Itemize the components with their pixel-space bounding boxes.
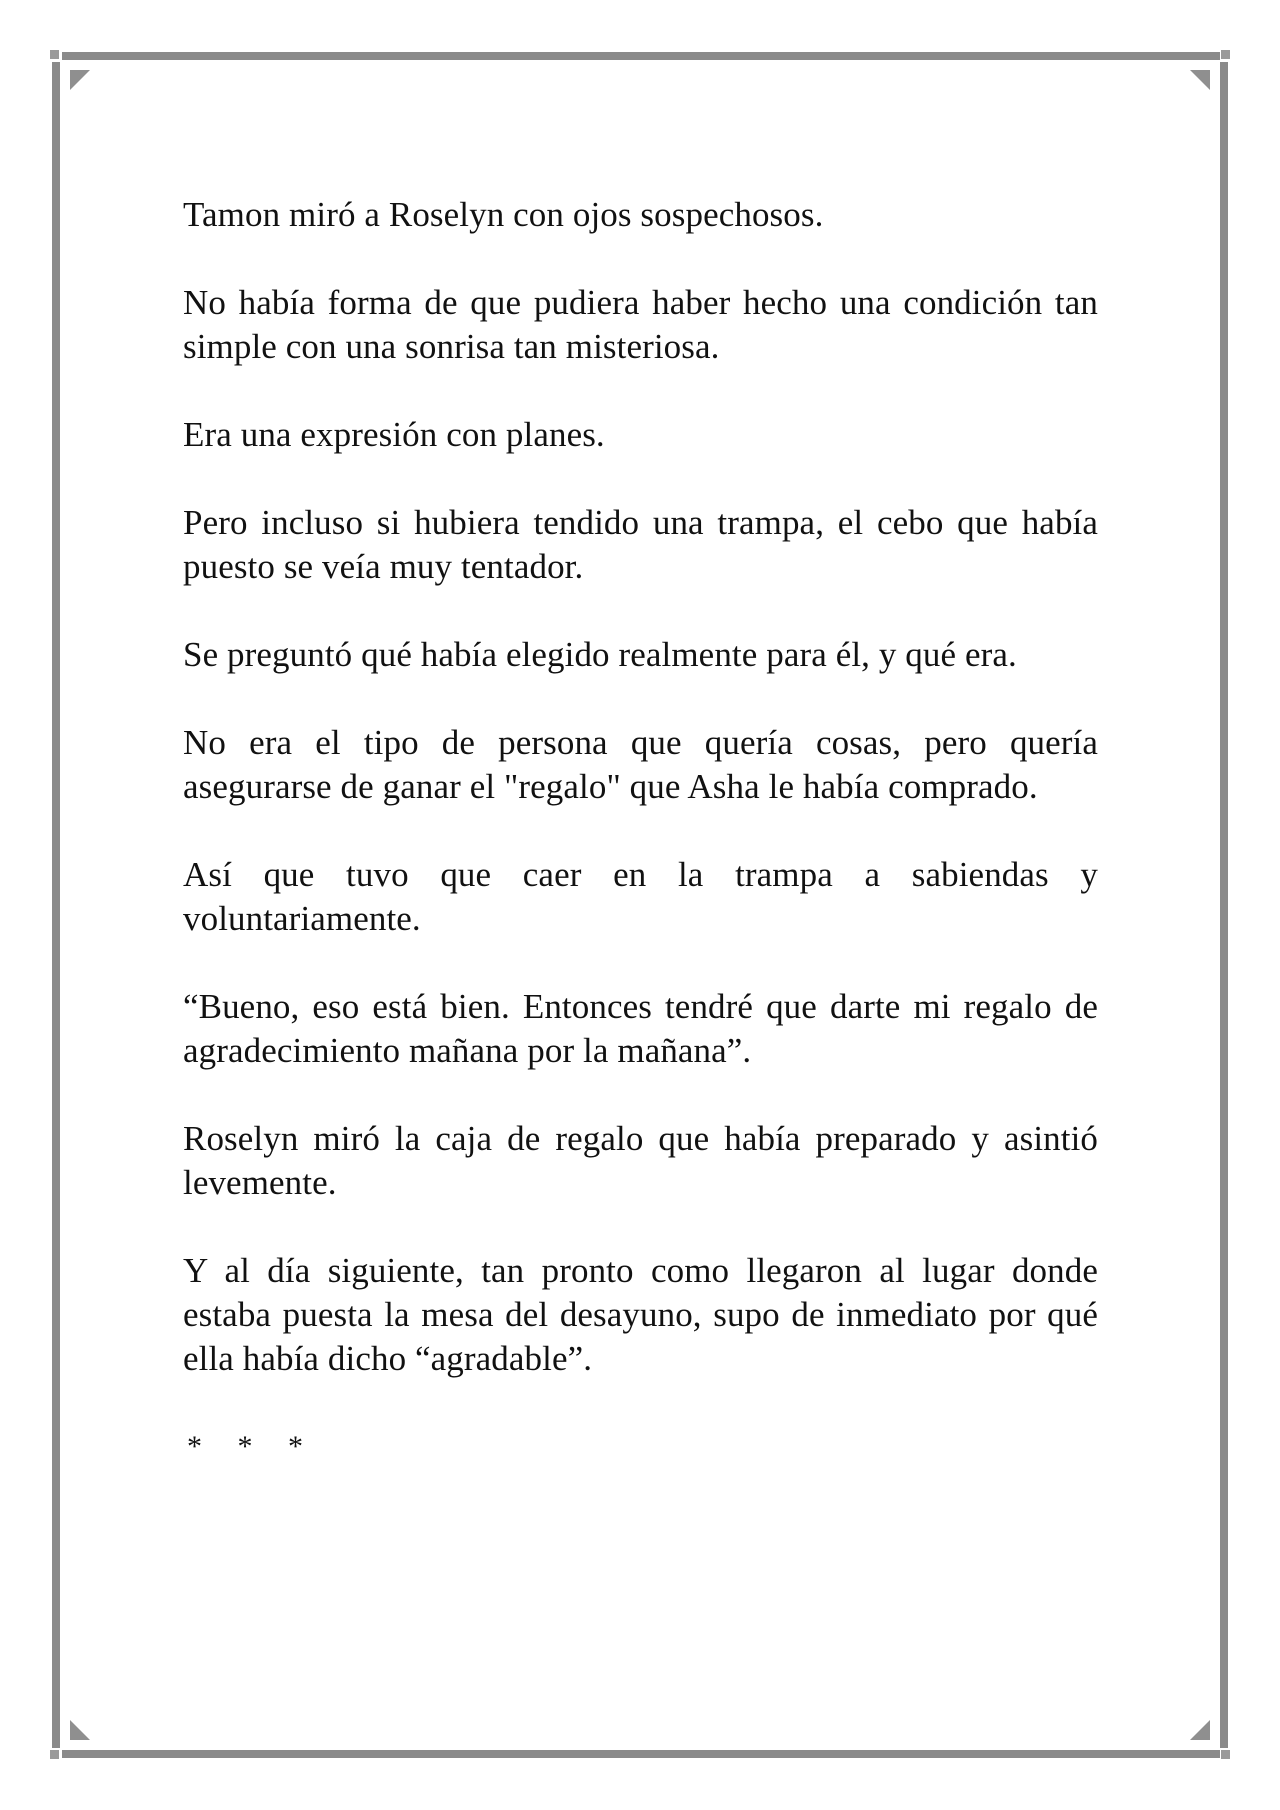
frame-border-left [52, 62, 60, 1748]
paragraph: Roselyn miró la caja de regalo que había preparado y asintió levemente. [183, 1119, 1098, 1202]
page-text-body [183, 193, 1098, 1469]
corner-triangle-bottom-left [70, 1720, 90, 1740]
paragraph: “Bueno, eso está bien. Entonces tendré que darte mi regalo de agradecimiento mañana por la mañana”. [183, 987, 1098, 1070]
paragraph: Se preguntó qué había elegido realmente para él, y qué era. [183, 635, 1017, 674]
paragraph: Era una expresión con planes. [183, 415, 605, 454]
paragraph: No había forma de que pudiera haber hecho una condición tan simple con una sonrisa tan misteriosa. [183, 283, 1098, 366]
paragraph: No era el tipo de persona que quería cosas, pero quería asegurarse de ganar el "regalo" que Asha le había comprado. [183, 723, 1098, 806]
frame-border-bottom [62, 1750, 1220, 1758]
frame-border-top [62, 52, 1220, 60]
corner-triangle-top-left [70, 70, 90, 90]
frame-corner-ornament-top-right [1221, 50, 1230, 59]
paragraph: Pero incluso si hubiera tendido una trampa, el cebo que había puesto se veía muy tentador. [183, 503, 1098, 586]
paragraph: Tamon miró a Roselyn con ojos sospechosos. [183, 195, 824, 234]
frame-corner-ornament-top-left [50, 50, 59, 59]
paragraph: Y al día siguiente, tan pronto como llegaron al lugar donde estaba puesta la mesa del desayuno, supo de inmediato por qué ella había dicho “agradable”. [183, 1251, 1098, 1378]
frame-corner-ornament-bottom-right [1221, 1750, 1230, 1759]
scene-separator: * * * [187, 1430, 317, 1463]
corner-triangle-top-right [1190, 70, 1210, 90]
frame-corner-ornament-bottom-left [50, 1750, 59, 1759]
corner-triangle-bottom-right [1190, 1720, 1210, 1740]
frame-border-right [1220, 62, 1228, 1748]
paragraph: Así que tuvo que caer en la trampa a sabiendas y voluntariamente. [183, 855, 1098, 938]
